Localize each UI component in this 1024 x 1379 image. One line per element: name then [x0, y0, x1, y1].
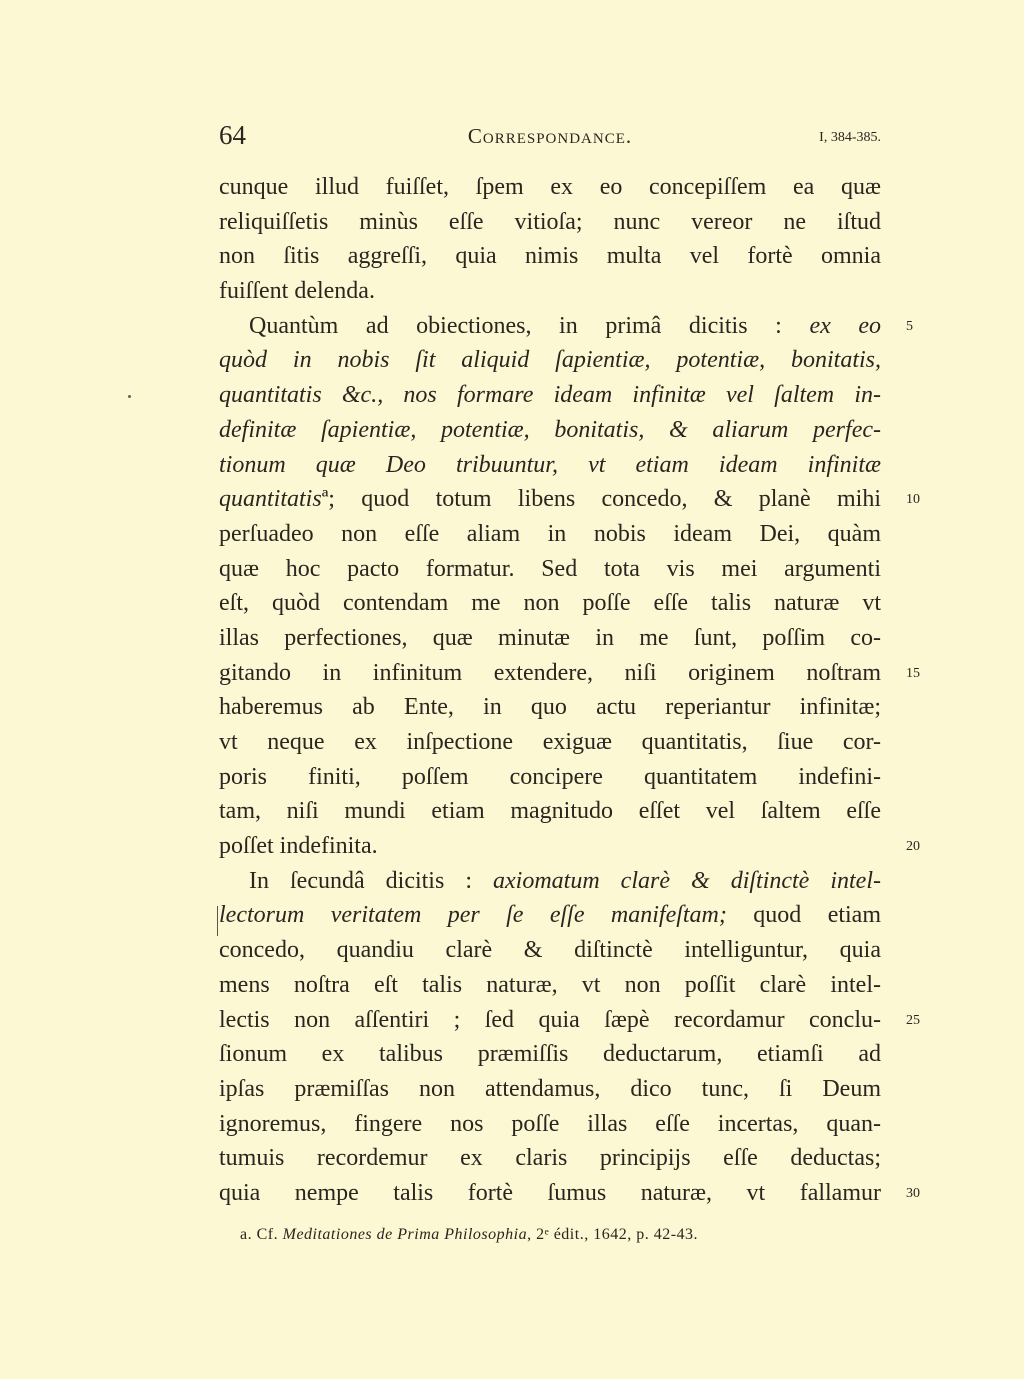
text-segment: ignoremus, fingere nos poſſe illas eſſe incertas, quan- [219, 1110, 881, 1137]
text-segment: non ſitis aggreſſi, quia nimis multa vel fortè omnia [219, 243, 881, 270]
text-line [219, 1037, 881, 1072]
italic-text: quòd in nobis ſit aliquid ſapientiæ, potentiæ, bonitatis, [219, 347, 881, 374]
line-number: 25 [906, 1012, 920, 1028]
line-number: 20 [906, 839, 920, 855]
text-segment: tumuis recordemur ex claris principijs eſſe deductas; [219, 1145, 881, 1172]
footnote [240, 1226, 698, 1244]
line-number: 30 [906, 1186, 920, 1202]
text-line [219, 794, 881, 829]
text-line [219, 829, 881, 864]
margin-bar [217, 906, 218, 936]
text-segment: quia nempe talis fortè ſumus naturæ, vt fallamur [219, 1179, 881, 1206]
text-line [219, 482, 881, 517]
text-line [219, 621, 881, 656]
text-segment: ª; quod totum libens concedo, & planè mihi [321, 486, 881, 513]
text-segment: gitando in infinitum extendere, niſi originem noſtram [219, 659, 881, 686]
text-segment: poris finiti, poſſem concipere quantitatem indefini- [219, 763, 881, 790]
italic-text: lectorum veritatem per ſe eſſe manifeſtam; [219, 902, 727, 929]
text-line [219, 274, 881, 309]
text-segment: ſionum ex talibus præmiſſis deductarum, etiamſi ad [219, 1041, 881, 1068]
text-line [219, 205, 881, 240]
text-line [219, 413, 881, 448]
text-line [219, 690, 881, 725]
text-line [219, 170, 881, 205]
page-header [219, 120, 881, 156]
text-segment: In ſecundâ dicitis : [249, 867, 494, 894]
text-segment: fuiſſent delenda. [219, 278, 375, 305]
text-segment: Quantùm ad obiectiones, in primâ dicitis : [249, 312, 810, 339]
italic-text: quantitatis &c., nos formare ideam infinitæ vel ſaltem in- [219, 382, 881, 409]
text-segment: perſuadeo non eſſe aliam in nobis ideam Dei, quàm [219, 520, 881, 547]
text-line [219, 864, 881, 899]
text-line [219, 343, 881, 378]
running-title: Correspondance. [467, 124, 633, 148]
text-line [219, 933, 881, 968]
body-text [219, 170, 881, 1211]
text-line [219, 552, 881, 587]
text-line [219, 586, 881, 621]
italic-text: quantitatis [219, 486, 322, 513]
text-segment: haberemus ab Ente, in quo actu reperiantur infinitæ; [219, 694, 881, 721]
text-line [219, 1141, 881, 1176]
text-line [219, 1107, 881, 1142]
page-reference: I, 384-385. [819, 130, 881, 145]
text-segment: mens noſtra eſt talis naturæ, vt non poſſit clarè intel- [219, 971, 881, 998]
text-segment: tam, niſi mundi etiam magnitudo eſſet vel ſaltem eſſe [219, 798, 881, 825]
page-number: 64 [219, 120, 246, 150]
footnote-title: Meditationes de Prima Philosophia [282, 1226, 528, 1243]
italic-text: tionum quæ Deo tribuuntur, vt etiam ideam infinitæ [219, 451, 881, 478]
footnote-marker: a. Cf. [240, 1226, 283, 1243]
line-number: 5 [906, 318, 913, 334]
italic-text: definitæ ſapientiæ, potentiæ, bonitatis, & aliarum perfec- [219, 416, 881, 443]
line-number: 15 [906, 665, 920, 681]
text-segment: cunque illud fuiſſet, ſpem ex eo concepiſſem ea quæ [219, 174, 881, 200]
text-line [219, 725, 881, 760]
italic-text: axiomatum clarè & diſtinctè intel- [493, 867, 881, 894]
text-line [219, 378, 881, 413]
text-line [219, 760, 881, 795]
text-line [219, 1003, 881, 1038]
text-segment: illas perfectiones, quæ minutæ in me ſunt, poſſim co- [219, 624, 881, 651]
italic-text: ex eo [809, 312, 881, 339]
text-line [219, 1176, 881, 1211]
text-line [219, 968, 881, 1003]
text-segment: poſſet indefinita. [219, 833, 378, 860]
text-line [219, 309, 881, 344]
text-segment: eſt, quòd contendam me non poſſe eſſe talis naturæ vt [219, 590, 881, 617]
text-segment: ipſas præmiſſas non attendamus, dico tunc, ſi Deum [219, 1075, 881, 1102]
line-number: 10 [906, 492, 920, 508]
text-line [219, 239, 881, 274]
text-line [219, 448, 881, 483]
text-segment: reliquiſſetis minùs eſſe vitioſa; nunc vereor ne iſtud [219, 208, 881, 235]
text-line [219, 656, 881, 691]
print-speck [128, 395, 131, 398]
text-segment: concedo, quandiu clarè & diſtinctè intelliguntur, quia [219, 937, 881, 964]
text-segment: quod etiam [726, 902, 881, 929]
footnote-details: , 2ᵉ édit., 1642, p. 42-43. [527, 1226, 699, 1243]
text-segment: lectis non aſſentiri ; ſed quia ſæpè recordamur conclu- [219, 1006, 881, 1033]
text-line [219, 898, 881, 933]
text-segment: vt neque ex inſpectione exiguæ quantitatis, ſiue cor- [219, 729, 881, 755]
text-line [219, 1072, 881, 1107]
text-line [219, 517, 881, 552]
text-segment: quæ hoc pacto formatur. Sed tota vis mei argumenti [219, 555, 881, 582]
